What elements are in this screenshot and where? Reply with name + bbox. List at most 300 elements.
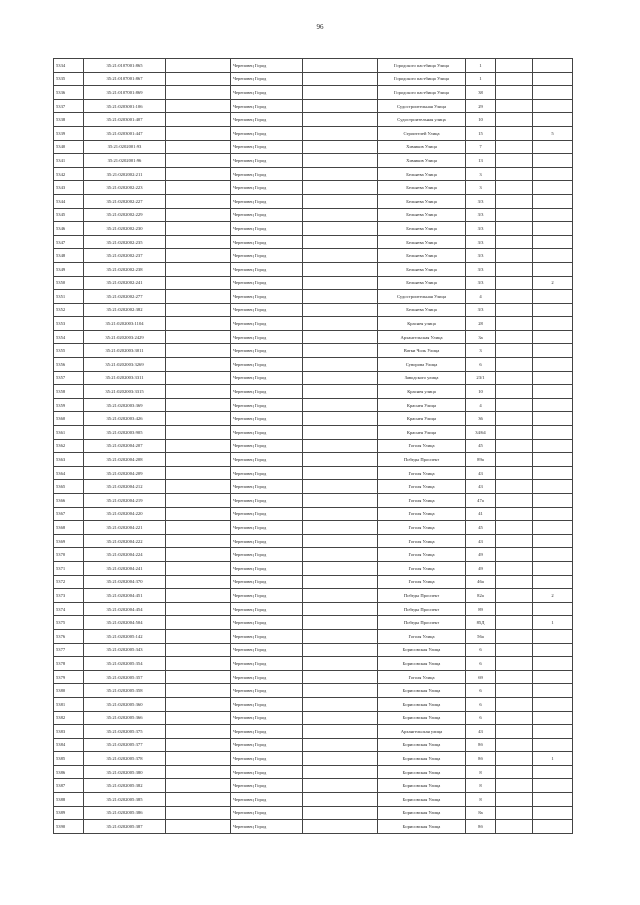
house-number: 43	[466, 480, 496, 494]
mark-column-2	[533, 765, 573, 779]
city-name: Череповец Город	[231, 426, 303, 440]
mark-column-2	[533, 371, 573, 385]
record-number: 5343	[54, 181, 84, 195]
mark-column-2	[533, 602, 573, 616]
city-name: Череповец Город	[231, 439, 303, 453]
mark-column-1	[496, 561, 533, 575]
empty-cell	[166, 453, 231, 467]
table-row	[54, 426, 573, 440]
street-name: Борисовская Улица	[378, 820, 466, 834]
street-name: Гоголя Улица	[378, 507, 466, 521]
record-number: 5389	[54, 806, 84, 820]
table-row	[54, 317, 573, 331]
mark-column-1	[496, 697, 533, 711]
record-number: 5364	[54, 466, 84, 480]
table-row	[54, 439, 573, 453]
mark-column-1	[496, 398, 533, 412]
mark-column-1	[496, 344, 533, 358]
mark-column-2	[533, 208, 573, 222]
empty-cell	[303, 398, 378, 412]
table-row	[54, 643, 573, 657]
empty-cell	[303, 72, 378, 86]
house-number: 8б	[466, 752, 496, 766]
house-number: 6	[466, 657, 496, 671]
mark-column-2	[533, 222, 573, 236]
house-number: 41	[466, 507, 496, 521]
house-number: 3а	[466, 330, 496, 344]
empty-cell	[303, 670, 378, 684]
mark-column-1	[496, 752, 533, 766]
cadastral-number: 35:21:0202005:357	[84, 670, 166, 684]
house-number: 38	[466, 86, 496, 100]
record-number: 5347	[54, 235, 84, 249]
house-number: 15	[466, 126, 496, 140]
record-number: 5352	[54, 303, 84, 317]
empty-cell	[303, 99, 378, 113]
empty-cell	[303, 426, 378, 440]
cadastral-number: 35:21:0202005:354	[84, 657, 166, 671]
house-number: 3	[466, 181, 496, 195]
house-number: 3/3	[466, 235, 496, 249]
cadastral-number: 35:21:0203001:106	[84, 99, 166, 113]
empty-cell	[303, 602, 378, 616]
empty-cell	[303, 697, 378, 711]
cadastral-number: 35:21:0202003:3269	[84, 358, 166, 372]
street-name: Гоголя Улица	[378, 466, 466, 480]
mark-column-2	[533, 330, 573, 344]
cadastral-number: 35:21:0202005:377	[84, 738, 166, 752]
city-name: Череповец Город	[231, 507, 303, 521]
house-number: 34/64	[466, 426, 496, 440]
empty-cell	[166, 194, 231, 208]
empty-cell	[303, 439, 378, 453]
mark-column-1	[496, 99, 533, 113]
record-number: 5383	[54, 725, 84, 739]
mark-column-1	[496, 711, 533, 725]
empty-cell	[303, 249, 378, 263]
table-row	[54, 725, 573, 739]
mark-column-1	[496, 222, 533, 236]
city-name: Череповец Город	[231, 59, 303, 73]
city-name: Череповец Город	[231, 561, 303, 575]
mark-column-2	[533, 561, 573, 575]
empty-cell	[166, 711, 231, 725]
street-name: Химиков Улица	[378, 140, 466, 154]
empty-cell	[303, 453, 378, 467]
record-number: 5353	[54, 317, 84, 331]
house-number: 6	[466, 684, 496, 698]
cadastral-number: 35:21:0202003:3311	[84, 371, 166, 385]
empty-cell	[166, 494, 231, 508]
record-number: 5335	[54, 72, 84, 86]
cadastral-number: 35:21:0202002:229	[84, 208, 166, 222]
empty-cell	[166, 385, 231, 399]
mark-column-1	[496, 385, 533, 399]
city-name: Череповец Город	[231, 725, 303, 739]
house-number: 36	[466, 412, 496, 426]
mark-column-2	[533, 439, 573, 453]
city-name: Череповец Город	[231, 494, 303, 508]
empty-cell	[303, 194, 378, 208]
house-number: 8а	[466, 806, 496, 820]
mark-column-2	[533, 72, 573, 86]
house-number: 89	[466, 602, 496, 616]
table-row	[54, 589, 573, 603]
cadastral-number: 35:21:0202002:237	[84, 249, 166, 263]
street-name: Суворова Улица	[378, 358, 466, 372]
record-number: 5377	[54, 643, 84, 657]
mark-column-2	[533, 194, 573, 208]
record-number: 5380	[54, 684, 84, 698]
house-number: 10	[466, 113, 496, 127]
record-number: 5359	[54, 398, 84, 412]
street-name: Архангельская Улица	[378, 330, 466, 344]
street-name: Краснея улица	[378, 385, 466, 399]
cadastral-number: 35:21:0202004:219	[84, 494, 166, 508]
table-row	[54, 276, 573, 290]
empty-cell	[303, 412, 378, 426]
mark-column-2	[533, 303, 573, 317]
mark-column-2	[533, 262, 573, 276]
empty-cell	[166, 548, 231, 562]
empty-cell	[166, 113, 231, 127]
city-name: Череповец Город	[231, 616, 303, 630]
record-number: 5388	[54, 793, 84, 807]
table-row	[54, 752, 573, 766]
cadastral-number: 35:21:0202002:277	[84, 290, 166, 304]
empty-cell	[303, 303, 378, 317]
table-row	[54, 262, 573, 276]
mark-column-1	[496, 670, 533, 684]
record-number: 5356	[54, 358, 84, 372]
empty-cell	[166, 412, 231, 426]
cadastral-number: 35:21:0202002:235	[84, 235, 166, 249]
empty-cell	[303, 181, 378, 195]
cadastral-number: 35:21:0202003:426	[84, 412, 166, 426]
city-name: Череповец Город	[231, 534, 303, 548]
table-row	[54, 358, 573, 372]
city-name: Череповец Город	[231, 765, 303, 779]
record-number: 5337	[54, 99, 84, 113]
record-number: 5369	[54, 534, 84, 548]
city-name: Череповец Город	[231, 167, 303, 181]
empty-cell	[166, 317, 231, 331]
street-name: Гоголя Улица	[378, 548, 466, 562]
table-row	[54, 779, 573, 793]
table-row	[54, 494, 573, 508]
cadastral-number: 35:21:0107001:865	[84, 59, 166, 73]
cadastral-number: 35:21:0202002:230	[84, 222, 166, 236]
table-row	[54, 793, 573, 807]
street-name: Победы Проспект	[378, 616, 466, 630]
house-number: 82а	[466, 589, 496, 603]
city-name: Череповец Город	[231, 99, 303, 113]
street-name: Бельяева Улица	[378, 194, 466, 208]
street-name: Бельяева Улица	[378, 262, 466, 276]
table-row	[54, 629, 573, 643]
mark-column-1	[496, 330, 533, 344]
mark-column-2: 1	[533, 752, 573, 766]
street-name: Бельяева Улица	[378, 235, 466, 249]
empty-cell	[166, 534, 231, 548]
empty-cell	[166, 398, 231, 412]
city-name: Череповец Город	[231, 670, 303, 684]
record-number: 5357	[54, 371, 84, 385]
empty-cell	[166, 806, 231, 820]
mark-column-1	[496, 820, 533, 834]
city-name: Череповец Город	[231, 548, 303, 562]
empty-cell	[166, 643, 231, 657]
street-name: Борисовская Улица	[378, 765, 466, 779]
record-number: 5381	[54, 697, 84, 711]
cadastral-number: 35:21:0202005:387	[84, 820, 166, 834]
empty-cell	[303, 711, 378, 725]
cadastral-number: 35:21:0202004:221	[84, 521, 166, 535]
empty-cell	[166, 235, 231, 249]
empty-cell	[166, 765, 231, 779]
street-name: Борисовская Улица	[378, 779, 466, 793]
record-number: 5370	[54, 548, 84, 562]
record-number: 5339	[54, 126, 84, 140]
empty-cell	[303, 466, 378, 480]
street-name: Городского пастбища Улица	[378, 59, 466, 73]
mark-column-1	[496, 126, 533, 140]
empty-cell	[166, 602, 231, 616]
mark-column-1	[496, 167, 533, 181]
record-number: 5355	[54, 344, 84, 358]
street-name: Архангельская улица	[378, 725, 466, 739]
record-number: 5366	[54, 494, 84, 508]
mark-column-2	[533, 86, 573, 100]
city-name: Череповец Город	[231, 290, 303, 304]
empty-cell	[166, 249, 231, 263]
mark-column-2	[533, 779, 573, 793]
table-row	[54, 72, 573, 86]
house-number: 89а	[466, 453, 496, 467]
mark-column-1	[496, 779, 533, 793]
mark-column-1	[496, 235, 533, 249]
mark-column-2: 2	[533, 276, 573, 290]
mark-column-2	[533, 453, 573, 467]
empty-cell	[303, 262, 378, 276]
mark-column-1	[496, 194, 533, 208]
empty-cell	[166, 670, 231, 684]
street-name: Краснея Улица	[378, 412, 466, 426]
street-name: Бельяева Улица	[378, 167, 466, 181]
mark-column-2	[533, 575, 573, 589]
table-row	[54, 548, 573, 562]
mark-column-2	[533, 235, 573, 249]
empty-cell	[303, 548, 378, 562]
mark-column-1	[496, 72, 533, 86]
house-number: 8	[466, 765, 496, 779]
empty-cell	[303, 235, 378, 249]
house-number: 3/3	[466, 262, 496, 276]
empty-cell	[166, 86, 231, 100]
record-number: 5341	[54, 154, 84, 168]
house-number: 6	[466, 697, 496, 711]
empty-cell	[303, 629, 378, 643]
city-name: Череповец Город	[231, 466, 303, 480]
house-number: 23/1	[466, 371, 496, 385]
street-name: Бельяева Улица	[378, 181, 466, 195]
street-name: Гоголя Улица	[378, 561, 466, 575]
empty-cell	[166, 276, 231, 290]
house-number: 45	[466, 439, 496, 453]
city-name: Череповец Город	[231, 398, 303, 412]
table-row	[54, 249, 573, 263]
city-name: Череповец Город	[231, 793, 303, 807]
record-number: 5360	[54, 412, 84, 426]
street-name: Заводского улица	[378, 371, 466, 385]
table-row	[54, 480, 573, 494]
table-row	[54, 290, 573, 304]
empty-cell	[166, 752, 231, 766]
empty-cell	[166, 575, 231, 589]
mark-column-1	[496, 589, 533, 603]
house-number: 13	[466, 154, 496, 168]
empty-cell	[303, 208, 378, 222]
table-row	[54, 385, 573, 399]
city-name: Череповец Город	[231, 480, 303, 494]
house-number: 3/3	[466, 276, 496, 290]
cadastral-number: 35:21:0202001:93	[84, 140, 166, 154]
street-name: Судостроительная улица	[378, 113, 466, 127]
city-name: Череповец Город	[231, 738, 303, 752]
mark-column-2	[533, 249, 573, 263]
mark-column-1	[496, 412, 533, 426]
table-row	[54, 140, 573, 154]
mark-column-1	[496, 725, 533, 739]
street-name: Гоголя Улица	[378, 534, 466, 548]
empty-cell	[166, 684, 231, 698]
empty-cell	[303, 371, 378, 385]
city-name: Череповец Город	[231, 86, 303, 100]
record-number: 5344	[54, 194, 84, 208]
mark-column-2	[533, 480, 573, 494]
table-row	[54, 697, 573, 711]
cadastral-number: 35:21:0202003:2429	[84, 330, 166, 344]
mark-column-1	[496, 453, 533, 467]
house-number: 3	[466, 344, 496, 358]
mark-column-2	[533, 820, 573, 834]
cadastral-number: 35:21:0202004:504	[84, 616, 166, 630]
record-number: 5351	[54, 290, 84, 304]
empty-cell	[166, 507, 231, 521]
street-name: Борисовская Улица	[378, 711, 466, 725]
house-number: 8б	[466, 820, 496, 834]
empty-cell	[303, 385, 378, 399]
mark-column-1	[496, 575, 533, 589]
street-name: Городского пастбища Улица	[378, 86, 466, 100]
table-row	[54, 194, 573, 208]
street-name: Судостроительная Улица	[378, 99, 466, 113]
mark-column-1	[496, 629, 533, 643]
house-number: 43	[466, 725, 496, 739]
house-number: 29	[466, 99, 496, 113]
street-name: Борисовская Улица	[378, 806, 466, 820]
empty-cell	[303, 752, 378, 766]
table-row	[54, 303, 573, 317]
mark-column-1	[496, 793, 533, 807]
mark-column-2	[533, 738, 573, 752]
empty-cell	[166, 262, 231, 276]
table-row	[54, 99, 573, 113]
record-number: 5363	[54, 453, 84, 467]
city-name: Череповец Город	[231, 262, 303, 276]
street-name: Городского пастбища Улица	[378, 72, 466, 86]
cadastral-number: 35:21:0203001:407	[84, 113, 166, 127]
mark-column-1	[496, 86, 533, 100]
street-name: Победы Проспект	[378, 453, 466, 467]
page-number: 96	[316, 23, 324, 31]
empty-cell	[303, 358, 378, 372]
mark-column-1	[496, 616, 533, 630]
empty-cell	[303, 167, 378, 181]
mark-column-2	[533, 670, 573, 684]
house-number: 28	[466, 317, 496, 331]
mark-column-2	[533, 657, 573, 671]
city-name: Череповец Город	[231, 629, 303, 643]
table-row	[54, 806, 573, 820]
table-row	[54, 453, 573, 467]
city-name: Череповец Город	[231, 330, 303, 344]
mark-column-1	[496, 684, 533, 698]
city-name: Череповец Город	[231, 806, 303, 820]
empty-cell	[166, 820, 231, 834]
cadastral-number: 35:21:0202003:3315	[84, 385, 166, 399]
cadastral-number: 35:21:0202005:142	[84, 629, 166, 643]
city-name: Череповец Город	[231, 575, 303, 589]
table-row	[54, 398, 573, 412]
table-row	[54, 738, 573, 752]
street-name: Борисовская Улица	[378, 643, 466, 657]
empty-cell	[166, 290, 231, 304]
house-number: 69	[466, 670, 496, 684]
house-number: 8	[466, 793, 496, 807]
cadastral-number: 35:21:0202004:224	[84, 548, 166, 562]
empty-cell	[303, 154, 378, 168]
street-name: Победы Проспект	[378, 602, 466, 616]
table-row	[54, 507, 573, 521]
empty-cell	[166, 222, 231, 236]
house-number: 3/3	[466, 194, 496, 208]
house-number: 3	[466, 167, 496, 181]
mark-column-2	[533, 711, 573, 725]
city-name: Череповец Город	[231, 752, 303, 766]
street-name: Борисовская Улица	[378, 684, 466, 698]
street-name: Гоголя Улица	[378, 494, 466, 508]
empty-cell	[166, 358, 231, 372]
cadastral-number: 35:21:0202003:369	[84, 398, 166, 412]
street-name: Гоголя Улица	[378, 480, 466, 494]
house-number: 4	[466, 290, 496, 304]
cadastral-number: 35:21:0202002:238	[84, 262, 166, 276]
mark-column-2	[533, 167, 573, 181]
street-name: Бельяева Улица	[378, 303, 466, 317]
city-name: Череповец Город	[231, 371, 303, 385]
street-name: Борисовская Улица	[378, 793, 466, 807]
cadastral-number: 35:21:0202004:212	[84, 480, 166, 494]
empty-cell	[166, 521, 231, 535]
cadastral-number: 35:21:0202005:358	[84, 684, 166, 698]
empty-cell	[303, 684, 378, 698]
empty-cell	[303, 534, 378, 548]
house-number: 3/3	[466, 208, 496, 222]
mark-column-1	[496, 358, 533, 372]
mark-column-1	[496, 140, 533, 154]
empty-cell	[303, 657, 378, 671]
